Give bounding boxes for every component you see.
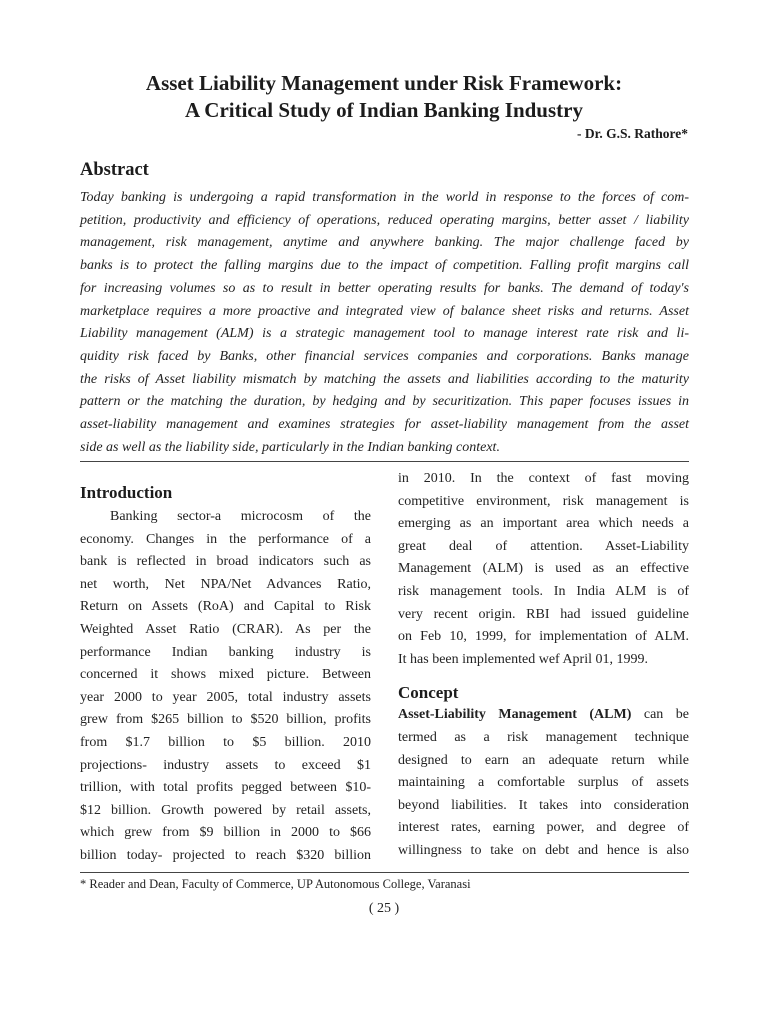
abstract-line: the risks of Asset liability mismatch by matching the assets and liabilities according to the maturity <box>80 371 689 387</box>
intro-line: grew from $265 billion to $520 billion, profits <box>80 712 371 728</box>
intro-line: concerned it shows mixed picture. Between <box>80 667 371 683</box>
concept-line <box>398 704 689 727</box>
intro-line: billion today- projected to reach $320 billion <box>80 847 371 863</box>
abstract-line: quidity risk faced by Banks, other financial services companies and corporations. Banks manage <box>80 348 689 364</box>
abstract-heading: Abstract <box>80 160 149 180</box>
abstract-line: asset-liability management and examines strategies for asset-liability management from the asset <box>80 417 689 433</box>
intro-line: Banking sector-a microcosm of the <box>110 509 371 524</box>
body-line: on Feb 10, 1999, for implementation of ALM. <box>398 629 689 645</box>
intro-line: projections- industry assets to exceed $1 <box>80 757 371 773</box>
concept-heading: Concept <box>398 683 459 703</box>
abstract-line: pattern or the matching the duration, by hedging and by securitization. This paper focuses issues in <box>80 394 689 410</box>
intro-line: $12 billion. Growth powered by retail assets, <box>80 802 371 818</box>
body-line: competitive environment, risk management is <box>398 493 689 509</box>
paper-title <box>78 70 690 124</box>
intro-line: Return on Assets (RoA) and Capital to Risk <box>80 599 371 615</box>
footnote: * Reader and Dean, Faculty of Commerce, UP Autonomous College, Varanasi <box>80 877 471 891</box>
intro-line: from $1.7 billion to $5 billion. 2010 <box>80 734 371 750</box>
abstract-line: side as well as the liability side, particularly in the Indian banking context. <box>80 439 500 455</box>
abstract-line: Today banking is undergoing a rapid transformation in the world in response to the forces of com- <box>80 190 689 205</box>
abstract-line: petition, productivity and efficiency of operations, reduced operating margins, better asset / liability <box>80 212 689 228</box>
concept-line: interest rates, earning power, and degree of <box>398 820 689 836</box>
body-line: very recent origin. RBI had issued guideline <box>398 606 689 622</box>
abstract-line: for increasing volumes so as to result in better operating results for banks. The demand of today's <box>80 280 689 296</box>
body-line: great deal of attention. Asset-Liability <box>398 538 689 554</box>
intro-line: net worth, Net NPA/Net Advances Ratio, <box>80 576 371 592</box>
body-line: Management (ALM) is used as an effective <box>398 561 689 577</box>
abstract-divider <box>80 461 689 462</box>
intro-line: economy. Changes in the performance of a <box>80 531 371 547</box>
author-line: - Dr. G.S. Rathore* <box>577 126 688 141</box>
left-column <box>80 468 371 868</box>
abstract-line: banks is to protect the falling margins due to the impact of competition. Falling profit margins call <box>80 258 689 274</box>
right-column <box>398 468 689 863</box>
concept-line-rest: can be <box>631 707 689 723</box>
intro-line: performance Indian banking industry is <box>80 644 371 660</box>
abstract-line: management, risk management, anytime and anywhere banking. The major challenge faced by <box>80 235 689 251</box>
intro-line: Weighted Asset Ratio (CRAR). As per the <box>80 621 371 637</box>
introduction-heading: Introduction <box>80 483 173 502</box>
body-line: in 2010. In the context of fast moving <box>398 471 689 486</box>
concept-line: maintaining a comfortable surplus of assets <box>398 775 689 791</box>
abstract-body <box>80 187 689 459</box>
concept-line: beyond liabilities. It takes into consideration <box>398 797 689 813</box>
abstract-line: Liability management (ALM) is a strategic management tool to manage interest rate risk and li- <box>80 326 689 342</box>
intro-line: which grew from $9 billion in 2000 to $66 <box>80 825 371 841</box>
concept-line: termed as a risk management technique <box>398 729 689 745</box>
footnote-divider <box>80 872 689 873</box>
intro-line: bank is reflected in broad indicators such as <box>80 554 371 570</box>
body-line: emerging as an important area which needs a <box>398 516 689 532</box>
concept-line: willingness to take on debt and hence is also <box>398 842 689 858</box>
abstract-line: marketplace requires a more proactive and integrated view of balance sheet risks and returns. Asset <box>80 303 689 319</box>
body-line: risk management tools. In India ALM is of <box>398 583 689 599</box>
concept-term: Asset-Liability Management (ALM) <box>398 707 632 723</box>
page-number: ( 25 ) <box>368 901 400 916</box>
concept-line: designed to earn an adequate return while <box>398 752 689 768</box>
intro-line: year 2000 to year 2005, total industry assets <box>80 689 371 705</box>
intro-line: trillion, with total profits pegged between $10- <box>80 780 371 796</box>
title-line-1: Asset Liability Management under Risk Framework: <box>145 71 623 95</box>
title-line-2: A Critical Study of Indian Banking Industry <box>185 98 583 122</box>
body-line: It has been implemented wef April 01, 1999. <box>398 651 648 667</box>
